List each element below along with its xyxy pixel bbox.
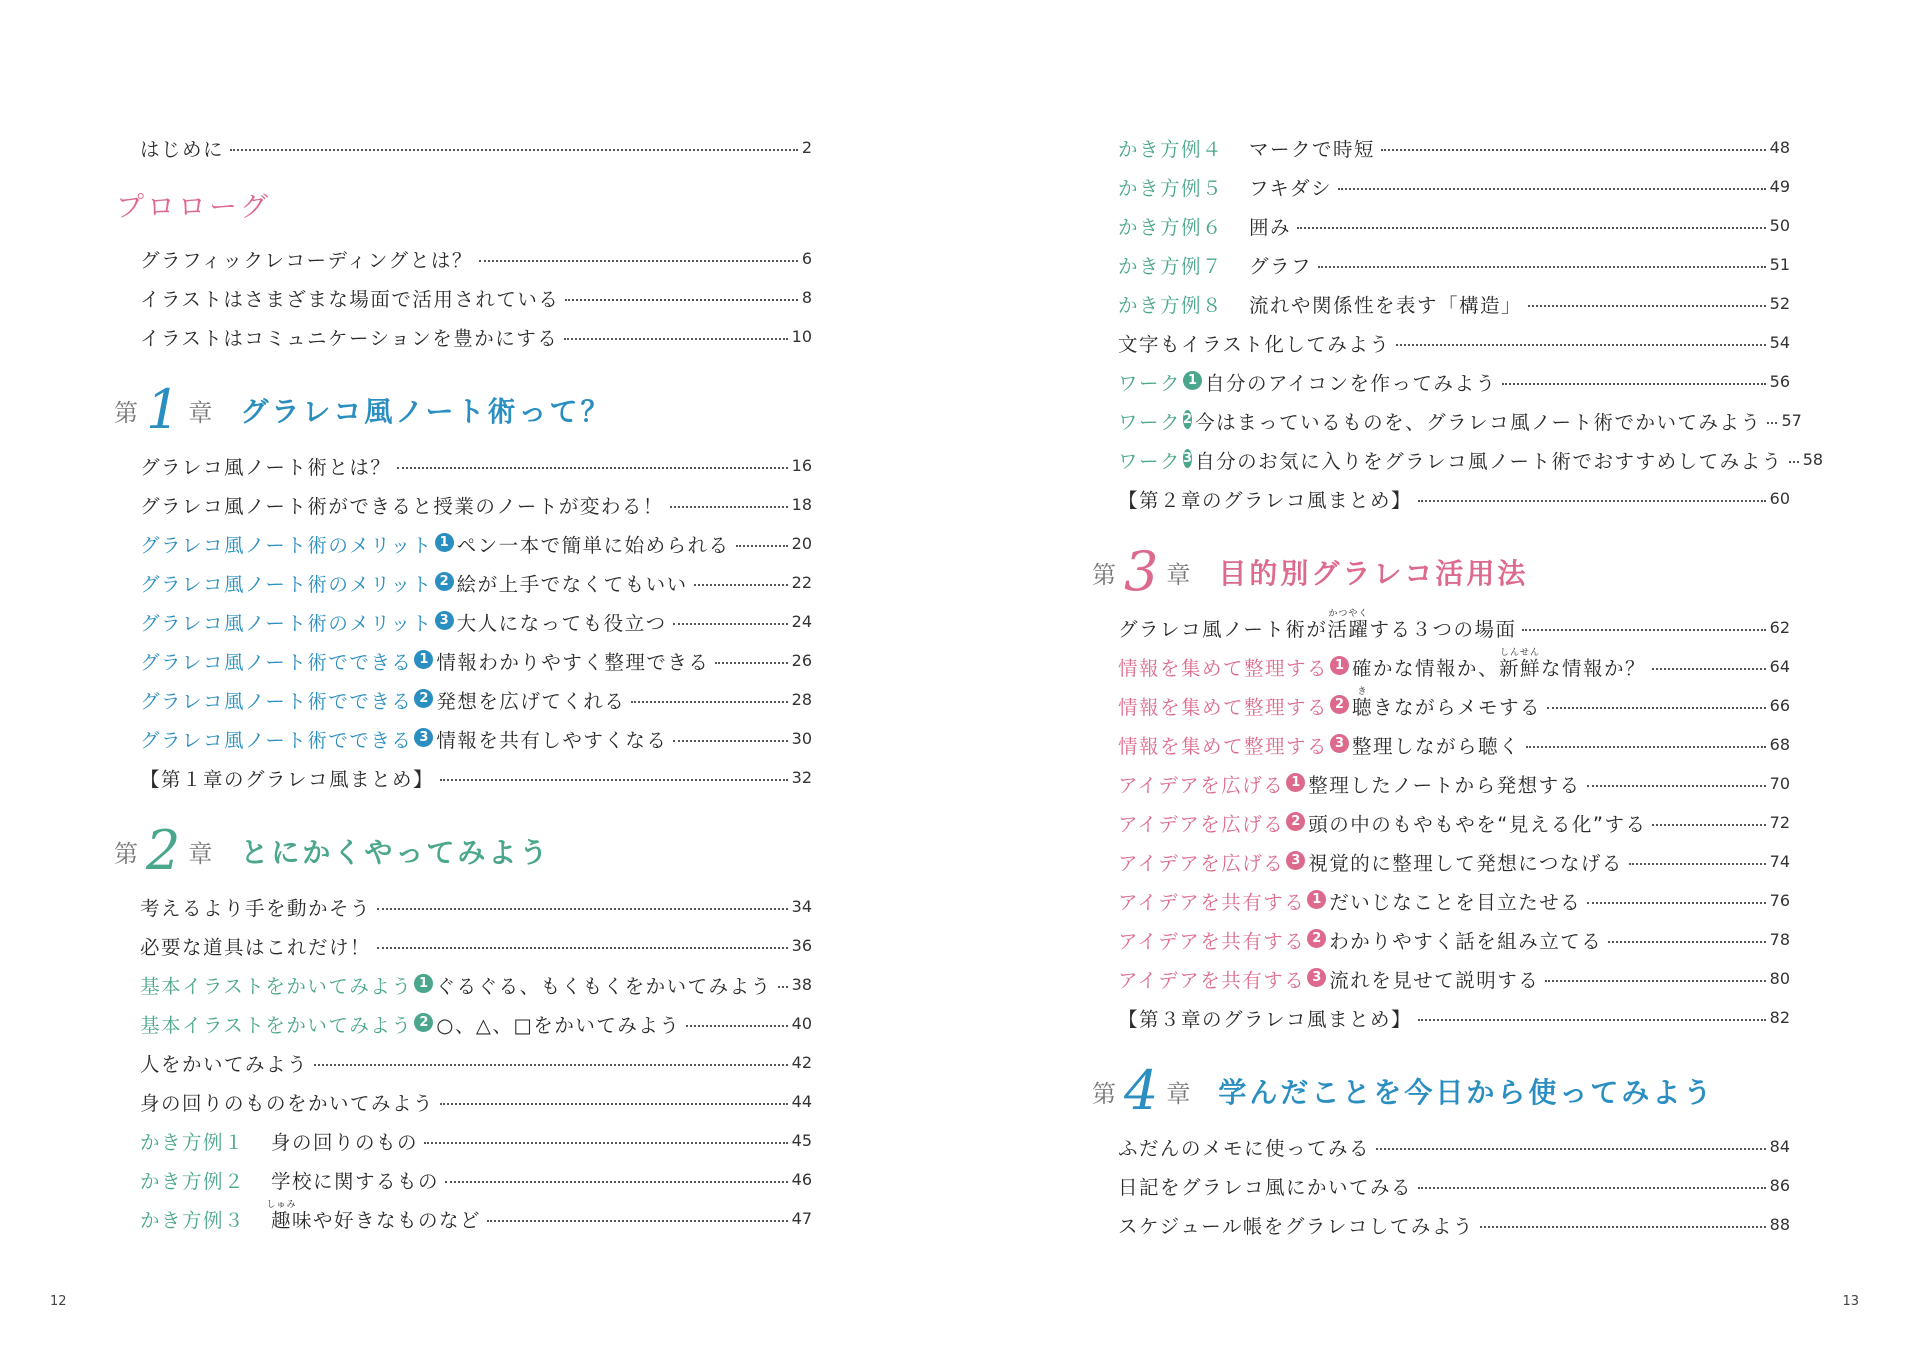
toc-right — [1092, 128, 1824, 1244]
leader-dots — [1381, 149, 1766, 151]
page-number: 76 — [1769, 891, 1790, 910]
entry-text: 自分のアイコンを作ってみよう — [1205, 371, 1497, 395]
toc-entry[interactable] — [1118, 245, 1790, 284]
toc-entry[interactable] — [140, 1121, 812, 1160]
entry-text-rest: 味や好きなものなど — [292, 1208, 482, 1232]
chapter-prefix: 第 — [114, 839, 138, 868]
page-number: 62 — [1769, 618, 1790, 637]
page-number: 46 — [791, 1170, 812, 1189]
toc-entry[interactable] — [140, 485, 812, 524]
toc-entry[interactable] — [140, 758, 812, 797]
entry-text: 今はまっているものを、グラレコ風ノート術でかいてみよう — [1195, 410, 1762, 434]
entry-text: 【第２章のグラレコ風まとめ】 — [1118, 488, 1413, 512]
entry-text: イラストはさまざまな場面で活用されている — [140, 287, 560, 311]
entry-text: ○、△、□をかいてみよう — [436, 1013, 681, 1037]
entry-head: アイデアを共有する — [1118, 890, 1306, 914]
ruby-reading: しゅみ — [266, 1199, 297, 1210]
page-number: 66 — [1769, 696, 1790, 715]
entry-text: 日記をグラレコ風にかいてみる — [1118, 1175, 1413, 1199]
toc-entry[interactable] — [140, 1199, 812, 1238]
chapter-number: 2 — [146, 819, 181, 882]
page-number: 88 — [1769, 1215, 1790, 1234]
page-number: 18 — [791, 495, 812, 514]
number-badge: 2 — [414, 689, 433, 708]
entry-head: かき方例７ — [1118, 254, 1224, 278]
entry-text: 文字もイラスト化してみよう — [1118, 332, 1391, 356]
page-number: 22 — [791, 573, 812, 592]
leader-dots — [1418, 1019, 1766, 1021]
entry-head: かき方例５ — [1118, 176, 1224, 200]
leader-dots — [1528, 305, 1766, 307]
entry-text: ぐるぐる、もくもくをかいてみよう — [435, 974, 772, 998]
entry-text: 【第１章のグラレコ風まとめ】 — [140, 767, 435, 791]
toc-entry[interactable] — [1118, 1127, 1790, 1166]
toc-entry[interactable] — [1118, 686, 1790, 725]
toc-entry[interactable] — [1118, 764, 1790, 803]
leader-dots — [440, 779, 788, 781]
toc-entry[interactable] — [1118, 881, 1790, 920]
leader-dots — [1547, 707, 1766, 709]
right-page — [954, 0, 1909, 1355]
chapter-suffix: 章 — [188, 839, 213, 868]
entry-text-start: グラレコ風ノート術が — [1118, 617, 1328, 641]
leader-dots — [1789, 461, 1799, 463]
page-number: 58 — [1802, 450, 1824, 469]
page-number: 36 — [791, 936, 812, 955]
page-number: 54 — [1769, 333, 1790, 352]
number-badge: 1 — [1330, 656, 1349, 675]
number-badge: 3 — [1183, 451, 1193, 466]
entry-text: はじめに — [140, 137, 225, 161]
toc-entry[interactable] — [140, 239, 812, 278]
leader-dots — [1396, 344, 1765, 346]
chapter-prefix: 第 — [114, 398, 138, 427]
chapter-title: とにかくやってみよう — [240, 836, 551, 869]
chapter-number: 4 — [1124, 1059, 1159, 1122]
number-badge: 2 — [1330, 695, 1349, 714]
page-number: 50 — [1769, 216, 1790, 235]
number-badge: 1 — [414, 974, 432, 993]
number-badge: 3 — [435, 611, 454, 630]
page-number: 86 — [1769, 1176, 1790, 1195]
ruby-base: 趣 — [271, 1208, 293, 1232]
number-badge: 2 — [1183, 412, 1193, 427]
page-number: 82 — [1769, 1008, 1790, 1027]
page-number: 64 — [1769, 657, 1790, 676]
leader-dots — [440, 1103, 788, 1105]
entry-text: スケジュール帳をグラレコしてみよう — [1118, 1214, 1474, 1238]
prologue-heading: プロローグ — [116, 190, 272, 223]
toc-entry[interactable] — [1118, 998, 1790, 1037]
entry-text: 視覚的に整理して発想につなげる — [1308, 851, 1623, 875]
toc-entry[interactable] — [140, 563, 812, 602]
leader-dots — [670, 506, 788, 508]
chapter-title: 学んだことを今日から使ってみよう — [1218, 1076, 1715, 1109]
entry-head: かき方例６ — [1118, 215, 1224, 239]
ruby-reading: き — [1357, 686, 1368, 697]
entry-text: 情報わかりやすく整理できる — [436, 650, 710, 674]
number-badge: 1 — [1286, 773, 1305, 792]
chapter-suffix: 章 — [188, 398, 213, 427]
leader-dots — [397, 467, 787, 469]
entry-head: グラレコ風ノート術のメリット — [140, 533, 433, 557]
number-badge: 2 — [1286, 812, 1305, 831]
ruby-word — [1327, 608, 1370, 641]
leader-dots — [686, 1025, 787, 1027]
toc-entry[interactable] — [1118, 128, 1790, 167]
entry-text: 絵が上手でなくてもいい — [456, 572, 688, 596]
entry-text: ふだんのメモに使ってみる — [1118, 1136, 1371, 1160]
leader-dots — [1545, 980, 1765, 982]
toc-entry[interactable] — [140, 278, 812, 317]
entry-text: 流れや関係性を表す「構造」 — [1249, 293, 1523, 317]
chapter-suffix: 章 — [1166, 1079, 1191, 1108]
page-number: 32 — [791, 768, 812, 787]
entry-text: 考えるより手を動かそう — [140, 896, 372, 920]
entry-text: グラレコ風ノート術ができると授業のノートが変わる！ — [140, 494, 664, 518]
leader-dots — [1629, 863, 1766, 865]
chapter-2-heading — [114, 815, 812, 887]
leader-dots — [565, 299, 797, 301]
page-folio: 13 — [1842, 1294, 1859, 1309]
page-number: 78 — [1769, 930, 1790, 949]
leader-dots — [314, 1064, 788, 1066]
entry-text: 整理したノートから発想する — [1308, 773, 1581, 797]
leader-dots — [778, 986, 788, 988]
leader-dots — [1418, 500, 1766, 502]
toc-entry[interactable] — [140, 680, 812, 719]
entry-head: かき方例１ — [140, 1130, 246, 1154]
entry-head: グラレコ風ノート術でできる — [140, 689, 413, 713]
leader-dots — [1338, 188, 1766, 190]
entry-text: フキダシ — [1249, 176, 1333, 200]
leader-dots — [1502, 383, 1765, 385]
page-number: 20 — [791, 534, 812, 553]
entry-head: アイデアを共有する — [1118, 929, 1306, 953]
entry-head: 情報を集めて整理する — [1118, 695, 1329, 719]
page-number: 45 — [791, 1131, 812, 1150]
toc-left — [114, 128, 812, 1238]
leader-dots — [1418, 1187, 1766, 1189]
ruby-reading: かつやく — [1328, 608, 1369, 619]
entry-text: 流れを見せて説明する — [1329, 968, 1540, 992]
entry-head: 基本イラストをかいてみよう — [140, 1013, 413, 1037]
entry-text: ペン一本で簡単に始められる — [456, 533, 730, 557]
page-number: 44 — [791, 1092, 812, 1111]
leader-dots — [230, 149, 798, 151]
entry-text: グラフ — [1249, 254, 1313, 278]
number-badge: 2 — [414, 1013, 433, 1032]
toc-entry[interactable] — [140, 317, 812, 356]
number-badge: 1 — [414, 650, 433, 669]
toc-entry[interactable] — [140, 926, 812, 965]
entry-head: 情報を集めて整理する — [1118, 656, 1329, 680]
entry-text: グラレコ風ノート術とは？ — [140, 455, 392, 479]
toc-entry[interactable] — [140, 1004, 812, 1043]
page-number: 60 — [1769, 489, 1790, 508]
toc-entry[interactable] — [1118, 920, 1790, 959]
toc-entry[interactable] — [140, 446, 812, 485]
toc-entry[interactable] — [1118, 323, 1790, 362]
toc-entry[interactable] — [1118, 725, 1790, 764]
toc-entry[interactable] — [1118, 440, 1824, 479]
toc-entry[interactable] — [140, 887, 812, 926]
page-number: 10 — [791, 327, 812, 346]
entry-head: かき方例８ — [1118, 293, 1224, 317]
entry-head: アイデアを広げる — [1118, 851, 1285, 875]
leader-dots — [1652, 824, 1765, 826]
entry-head: グラレコ風ノート術のメリット — [140, 572, 433, 596]
leader-dots — [694, 584, 788, 586]
leader-dots — [445, 1181, 788, 1183]
entry-text: わかりやすく話を組み立てる — [1329, 929, 1603, 953]
page-number: 84 — [1769, 1137, 1790, 1156]
entry-text: 身の回りのもの — [271, 1130, 419, 1154]
entry-text — [1118, 608, 1517, 642]
toc-entry[interactable] — [1118, 401, 1802, 440]
leader-dots — [479, 260, 798, 262]
page-number: 47 — [791, 1209, 812, 1228]
number-badge: 1 — [435, 533, 454, 552]
page-number: 57 — [1781, 411, 1802, 430]
toc-entry[interactable] — [140, 602, 812, 641]
entry-text: 身の回りのものをかいてみよう — [140, 1091, 435, 1115]
leader-dots — [1318, 266, 1766, 268]
entry-text: 人をかいてみよう — [140, 1052, 309, 1076]
leader-dots — [1767, 422, 1777, 424]
toc-entry[interactable] — [140, 1082, 812, 1121]
toc-entry[interactable] — [140, 719, 812, 758]
leader-dots — [1526, 746, 1766, 748]
toc-entry[interactable] — [1118, 167, 1790, 206]
toc-entry[interactable] — [140, 965, 812, 1004]
leader-dots — [1587, 785, 1766, 787]
leader-dots — [715, 662, 787, 664]
entry-text: グラフィックレコーディングとは？ — [140, 248, 473, 272]
entry-text: 【第３章のグラレコ風まとめ】 — [1118, 1007, 1413, 1031]
page-number: 74 — [1769, 852, 1790, 871]
page-number: 28 — [791, 690, 812, 709]
chapter-4-heading — [1092, 1055, 1790, 1127]
page-number: 72 — [1769, 813, 1790, 832]
entry-text: 大人になっても役立つ — [456, 611, 667, 635]
leader-dots — [1480, 1226, 1766, 1228]
toc-entry[interactable] — [140, 524, 812, 563]
entry-text: 頭の中のもやもやを“見える化”する — [1308, 812, 1647, 836]
number-badge: 3 — [1330, 734, 1349, 753]
page-number: 38 — [791, 975, 812, 994]
page-number: 42 — [791, 1053, 812, 1072]
entry-head: ワーク — [1118, 410, 1182, 434]
leader-dots — [1522, 629, 1765, 631]
leader-dots — [736, 545, 788, 547]
entry-head: ワーク — [1118, 449, 1182, 473]
leader-dots — [1297, 227, 1766, 229]
ruby-base: 聴 — [1352, 695, 1374, 719]
entry-text-rest: きながらメモする — [1373, 695, 1542, 719]
chapter-title: 目的別グラレコ活用法 — [1218, 557, 1529, 590]
ruby-word — [1499, 647, 1542, 680]
page-number: 52 — [1769, 294, 1790, 313]
toc-entry[interactable] — [1118, 479, 1790, 518]
entry-text: 自分のお気に入りをグラレコ風ノート術でおすすめしてみよう — [1195, 449, 1783, 473]
toc-entry[interactable] — [1118, 647, 1790, 686]
chapter-suffix: 章 — [1166, 560, 1191, 589]
entry-text: マークで時短 — [1249, 137, 1376, 161]
page-folio: 12 — [50, 1294, 67, 1309]
number-badge: 2 — [1307, 929, 1326, 948]
entry-text: 整理しながら聴く — [1352, 734, 1521, 758]
toc-entry[interactable] — [1118, 959, 1790, 998]
page-number: 30 — [791, 729, 812, 748]
number-badge: 1 — [1183, 371, 1202, 390]
chapter-title: グラレコ風ノート術って？ — [240, 395, 612, 428]
number-badge: 2 — [435, 572, 454, 591]
ruby-base: 活躍 — [1327, 617, 1370, 641]
page-number: 40 — [791, 1014, 812, 1033]
entry-text: 発想を広げてくれる — [436, 689, 626, 713]
entry-head: アイデアを広げる — [1118, 773, 1285, 797]
leader-dots — [1376, 1148, 1766, 1150]
toc-entry[interactable] — [1118, 803, 1790, 842]
page-number: 80 — [1769, 969, 1790, 988]
toc-entry[interactable] — [1118, 1166, 1790, 1205]
page-number: 68 — [1769, 735, 1790, 754]
chapter-number: 1 — [146, 378, 181, 441]
entry-head: かき方例４ — [1118, 137, 1224, 161]
entry-head: グラレコ風ノート術のメリット — [140, 611, 433, 635]
leader-dots — [564, 338, 787, 340]
chapter-prefix: 第 — [1092, 560, 1116, 589]
toc-entry[interactable] — [140, 1043, 812, 1082]
number-badge: 3 — [1307, 968, 1326, 987]
toc-entry[interactable] — [140, 641, 812, 680]
entry-head: 基本イラストをかいてみよう — [140, 974, 413, 998]
ruby-word — [266, 1199, 297, 1232]
chapter-1-heading — [114, 374, 812, 446]
toc-entry[interactable] — [1118, 842, 1790, 881]
page-number: 51 — [1769, 255, 1790, 274]
toc-entry[interactable] — [1118, 608, 1790, 647]
toc-entry[interactable] — [1118, 206, 1790, 245]
leader-dots — [673, 623, 788, 625]
page-number: 24 — [791, 612, 812, 631]
left-page — [0, 0, 954, 1355]
entry-text: 必要な道具はこれだけ！ — [140, 935, 372, 959]
entry-text: 学校に関するもの — [271, 1169, 440, 1193]
number-badge: 3 — [414, 728, 433, 747]
leader-dots — [487, 1220, 788, 1222]
entry-head: 情報を集めて整理する — [1118, 734, 1329, 758]
entry-text-rest: な情報か？ — [1541, 656, 1647, 680]
chapter-prefix: 第 — [1092, 1079, 1116, 1108]
page-number: 8 — [801, 288, 812, 307]
page-number: 56 — [1769, 372, 1790, 391]
leader-dots — [377, 947, 788, 949]
number-badge: 3 — [1286, 851, 1305, 870]
leader-dots — [1587, 902, 1765, 904]
leader-dots — [673, 740, 787, 742]
entry-head: グラレコ風ノート術でできる — [140, 650, 413, 674]
toc-entry[interactable] — [140, 1160, 812, 1199]
page-number: 48 — [1769, 138, 1790, 157]
entry-text-start: 確かな情報か、 — [1352, 656, 1500, 680]
entry-text: イラストはコミュニケーションを豊かにする — [140, 326, 559, 350]
page-number: 16 — [791, 456, 812, 475]
leader-dots — [1652, 668, 1766, 670]
leader-dots — [424, 1142, 788, 1144]
entry-head: グラレコ風ノート術でできる — [140, 728, 413, 752]
entry-head: ワーク — [1118, 371, 1182, 395]
page-number: 34 — [791, 897, 812, 916]
page-number: 49 — [1769, 177, 1790, 196]
toc-entry-intro[interactable] — [140, 128, 812, 167]
entry-text — [266, 1199, 482, 1233]
leader-dots — [377, 908, 788, 910]
number-badge: 1 — [1307, 890, 1326, 909]
entry-head: かき方例３ — [140, 1208, 246, 1232]
toc-entry[interactable] — [1118, 362, 1790, 401]
entry-head: アイデアを広げる — [1118, 812, 1285, 836]
page-number: 70 — [1769, 774, 1790, 793]
leader-dots — [1608, 941, 1765, 943]
ruby-word — [1352, 686, 1374, 719]
entry-text: だいじなことを目立たせる — [1329, 890, 1582, 914]
entry-text: 囲み — [1249, 215, 1292, 239]
ruby-reading: しんせん — [1500, 647, 1541, 658]
page-number: 26 — [791, 651, 812, 670]
entry-text — [1352, 647, 1647, 681]
toc-entry[interactable] — [1118, 284, 1790, 323]
toc-entry[interactable] — [1118, 1205, 1790, 1244]
chapter-3-heading — [1092, 536, 1790, 608]
entry-text-rest: する３つの場面 — [1369, 617, 1517, 641]
page-number: 6 — [801, 249, 812, 268]
entry-text — [1352, 686, 1542, 720]
entry-head: アイデアを共有する — [1118, 968, 1306, 992]
chapter-number: 3 — [1124, 540, 1159, 603]
entry-text: 情報を共有しやすくなる — [436, 728, 668, 752]
page-number: 2 — [801, 138, 812, 157]
leader-dots — [631, 701, 787, 703]
ruby-base: 新鮮 — [1499, 656, 1542, 680]
entry-head: かき方例２ — [140, 1169, 246, 1193]
